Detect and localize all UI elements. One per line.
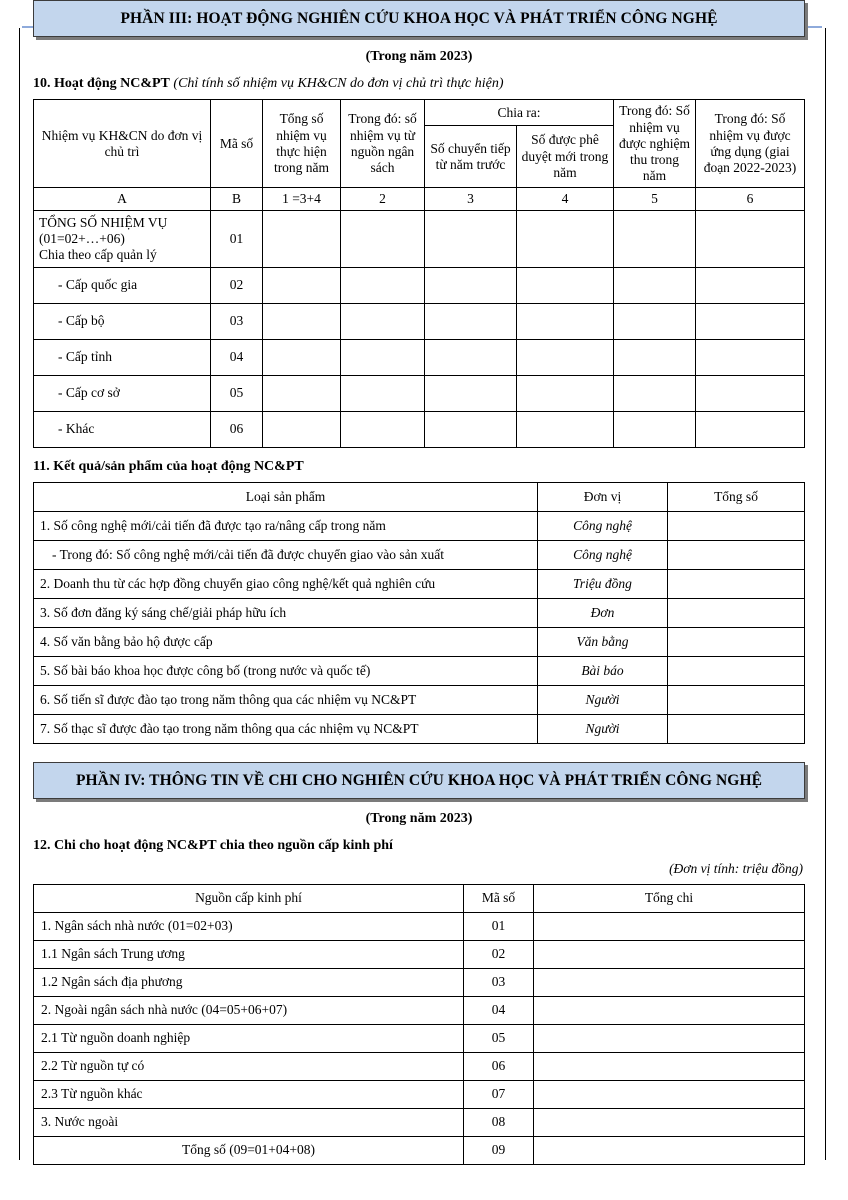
table-12-header-row — [34, 884, 805, 912]
task-value-cell[interactable] — [517, 375, 614, 411]
part4-banner: PHẦN IV: THÔNG TIN VỀ CHI CHO NGHIÊN CỨU KHOA HỌC VÀ PHÁT TRIỂN CÔNG NGHỆ — [33, 762, 805, 799]
th-col-2: Trong đó: số nhiệm vụ từ nguồn ngân sách — [341, 100, 425, 188]
funding-total-cell[interactable] — [534, 1024, 805, 1052]
funding-source-cell: 1.2 Ngân sách địa phương — [34, 968, 464, 996]
table-row — [34, 339, 805, 375]
th-unit: Đơn vị — [538, 483, 668, 512]
product-total-cell[interactable] — [668, 512, 805, 541]
task-value-cell[interactable] — [263, 339, 341, 375]
task-code-cell: 01 — [211, 211, 263, 268]
task-value-cell[interactable] — [425, 375, 517, 411]
th-source: Nguồn cấp kinh phí — [34, 884, 464, 912]
funding-code-cell: 06 — [464, 1052, 534, 1080]
product-unit-cell: Bài báo — [538, 657, 668, 686]
product-total-cell[interactable] — [668, 686, 805, 715]
table-row — [34, 1052, 805, 1080]
table-11-body — [34, 512, 805, 744]
part3-banner: PHẦN III: HOẠT ĐỘNG NGHIÊN CỨU KHOA HỌC VÀ PHÁT TRIỂN CÔNG NGHỆ — [33, 0, 805, 37]
task-value-cell[interactable] — [517, 411, 614, 447]
task-value-cell[interactable] — [517, 211, 614, 268]
product-total-cell[interactable] — [668, 657, 805, 686]
product-unit-cell: Công nghệ — [538, 541, 668, 570]
th-product: Loại sản phẩm — [34, 483, 538, 512]
section-12-heading — [33, 837, 805, 855]
task-value-cell[interactable] — [614, 267, 696, 303]
funding-source-cell: 1. Ngân sách nhà nước (01=02+03) — [34, 912, 464, 940]
task-value-cell[interactable] — [614, 375, 696, 411]
funding-total-cell[interactable] — [534, 912, 805, 940]
table-row — [34, 211, 805, 268]
funding-total-cell[interactable] — [534, 1080, 805, 1108]
th-col-b: Mã số — [211, 100, 263, 188]
funding-total-cell[interactable] — [534, 1108, 805, 1136]
table-row — [34, 657, 805, 686]
idx-b: B — [211, 188, 263, 211]
table-row — [34, 267, 805, 303]
product-unit-cell: Công nghệ — [538, 512, 668, 541]
table-row — [34, 512, 805, 541]
task-value-cell[interactable] — [263, 303, 341, 339]
table-row — [34, 912, 805, 940]
funding-code-cell: 02 — [464, 940, 534, 968]
funding-total-cell[interactable] — [534, 996, 805, 1024]
table-12-body — [34, 912, 805, 1164]
table-10-header-row-1 — [34, 100, 805, 126]
idx-4: 4 — [517, 188, 614, 211]
task-value-cell[interactable] — [341, 267, 425, 303]
task-value-cell[interactable] — [263, 267, 341, 303]
funding-code-cell: 05 — [464, 1024, 534, 1052]
funding-source-cell: Tổng số (09=01+04+08) — [34, 1136, 464, 1164]
idx-5: 5 — [614, 188, 696, 211]
funding-code-cell: 01 — [464, 912, 534, 940]
idx-6: 6 — [696, 188, 805, 211]
document-content — [33, 0, 805, 1165]
th-col-1: Tổng số nhiệm vụ thực hiện trong năm — [263, 100, 341, 188]
table-row — [34, 968, 805, 996]
table-row — [34, 686, 805, 715]
table-row — [34, 1136, 805, 1164]
task-value-cell[interactable] — [425, 339, 517, 375]
table-ncpt-funding — [33, 884, 805, 1165]
part4-subtitle: (Trong năm 2023) — [365, 811, 473, 827]
part3-subtitle: (Trong năm 2023) — [365, 48, 473, 64]
product-total-cell[interactable] — [668, 599, 805, 628]
funding-source-cell: 2. Ngoài ngân sách nhà nước (04=05+06+07) — [34, 996, 464, 1024]
idx-a: A — [34, 188, 211, 211]
idx-1: 1 =3+4 — [263, 188, 341, 211]
task-code-cell: 05 — [211, 375, 263, 411]
product-total-cell[interactable] — [668, 541, 805, 570]
funding-code-cell: 03 — [464, 968, 534, 996]
product-unit-cell: Người — [538, 686, 668, 715]
task-label-cell: TỔNG SỐ NHIỆM VỤ (01=02+…+06) Chia theo cấp quản lý — [34, 211, 211, 268]
section-10-note: (Chỉ tính số nhiệm vụ KH&CN do đơn vị chủ trì thực hiện) — [173, 75, 504, 91]
funding-code-cell: 07 — [464, 1080, 534, 1108]
task-value-cell[interactable] — [341, 375, 425, 411]
funding-total-cell[interactable] — [534, 1052, 805, 1080]
th-col-a: Nhiệm vụ KH&CN do đơn vị chủ trì — [34, 100, 211, 188]
product-unit-cell: Đơn — [538, 599, 668, 628]
task-value-cell[interactable] — [614, 411, 696, 447]
idx-3: 3 — [425, 188, 517, 211]
task-code-cell: 04 — [211, 339, 263, 375]
table-row — [34, 570, 805, 599]
task-code-cell: 02 — [211, 267, 263, 303]
table-11-header-row — [34, 483, 805, 512]
table-row — [34, 1080, 805, 1108]
product-label-cell: 5. Số bài báo khoa học được công bố (trong nước và quốc tế) — [34, 657, 538, 686]
funding-source-cell: 2.1 Từ nguồn doanh nghiệp — [34, 1024, 464, 1052]
part4-banner-wrapper — [33, 762, 805, 799]
funding-source-cell: 3. Nước ngoài — [34, 1108, 464, 1136]
th-total: Tổng chi — [534, 884, 805, 912]
task-value-cell[interactable] — [696, 211, 805, 268]
task-label-cell: - Cấp quốc gia — [34, 267, 211, 303]
th-col-6: Trong đó: Số nhiệm vụ được ứng dụng (giai đoạn 2022-2023) — [696, 100, 805, 188]
task-value-cell[interactable] — [696, 303, 805, 339]
task-value-cell[interactable] — [263, 375, 341, 411]
task-value-cell[interactable] — [614, 211, 696, 268]
product-label-cell: - Trong đó: Số công nghệ mới/cải tiến đã được chuyển giao vào sản xuất — [34, 541, 538, 570]
task-value-cell[interactable] — [425, 411, 517, 447]
table-row — [34, 940, 805, 968]
funding-total-cell[interactable] — [534, 968, 805, 996]
table-ncpt-tasks — [33, 99, 805, 448]
task-label-cell: - Cấp cơ sở — [34, 375, 211, 411]
task-value-cell[interactable] — [341, 411, 425, 447]
task-label-cell: - Cấp bộ — [34, 303, 211, 339]
task-value-cell[interactable] — [696, 375, 805, 411]
task-value-cell[interactable] — [696, 267, 805, 303]
product-total-cell[interactable] — [668, 570, 805, 599]
section-12-title: 12. Chi cho hoạt động NC&PT chia theo nguồn cấp kinh phí — [33, 838, 393, 854]
product-label-cell: 7. Số thạc sĩ được đào tạo trong năm thông qua các nhiệm vụ NC&PT — [34, 715, 538, 744]
funding-source-cell: 2.2 Từ nguồn tự có — [34, 1052, 464, 1080]
product-total-cell[interactable] — [668, 628, 805, 657]
table-row — [34, 375, 805, 411]
product-total-cell[interactable] — [668, 715, 805, 744]
funding-source-cell: 1.1 Ngân sách Trung ương — [34, 940, 464, 968]
section-10-title: 10. Hoạt động NC&PT — [33, 75, 170, 91]
table-row — [34, 628, 805, 657]
task-value-cell[interactable] — [517, 267, 614, 303]
table-row — [34, 1024, 805, 1052]
task-value-cell[interactable] — [425, 267, 517, 303]
table-row — [34, 996, 805, 1024]
task-value-cell[interactable] — [696, 339, 805, 375]
idx-2: 2 — [341, 188, 425, 211]
table-row — [34, 411, 805, 447]
table-row — [34, 1108, 805, 1136]
product-unit-cell: Văn bằng — [538, 628, 668, 657]
task-value-cell[interactable] — [341, 303, 425, 339]
task-value-cell[interactable] — [614, 339, 696, 375]
task-code-cell: 06 — [211, 411, 263, 447]
page-border-left — [19, 28, 20, 1160]
product-label-cell: 2. Doanh thu từ các hợp đồng chuyển giao công nghệ/kết quả nghiên cứu — [34, 570, 538, 599]
task-value-cell[interactable] — [341, 211, 425, 268]
table-row — [34, 303, 805, 339]
section-11-title: 11. Kết quả/sản phẩm của hoạt động NC&PT — [33, 458, 304, 474]
task-value-cell[interactable] — [425, 303, 517, 339]
product-label-cell: 4. Số văn bằng bảo hộ được cấp — [34, 628, 538, 657]
table-row — [34, 541, 805, 570]
section-11-heading — [33, 458, 805, 476]
funding-total-cell[interactable] — [534, 1136, 805, 1164]
task-value-cell[interactable] — [425, 211, 517, 268]
th-total: Tổng số — [668, 483, 805, 512]
th-code: Mã số — [464, 884, 534, 912]
funding-source-cell: 2.3 Từ nguồn khác — [34, 1080, 464, 1108]
th-group-chia-ra: Chia ra: — [425, 100, 614, 126]
section-12-unit-note: (Đơn vị tính: triệu đồng) — [669, 860, 803, 876]
section-10-heading — [33, 75, 805, 93]
table-ncpt-results — [33, 482, 805, 744]
funding-code-cell: 08 — [464, 1108, 534, 1136]
funding-total-cell[interactable] — [534, 940, 805, 968]
page-border-right — [825, 28, 826, 1160]
table-row — [34, 599, 805, 628]
task-value-cell[interactable] — [263, 211, 341, 268]
product-label-cell: 6. Số tiến sĩ được đào tạo trong năm thông qua các nhiệm vụ NC&PT — [34, 686, 538, 715]
product-unit-cell: Người — [538, 715, 668, 744]
task-value-cell[interactable] — [341, 339, 425, 375]
th-col-3: Số chuyển tiếp từ năm trước — [425, 126, 517, 188]
th-col-4: Số được phê duyệt mới trong năm — [517, 126, 614, 188]
task-value-cell[interactable] — [614, 303, 696, 339]
product-unit-cell: Triệu đồng — [538, 570, 668, 599]
funding-code-cell: 04 — [464, 996, 534, 1024]
funding-code-cell: 09 — [464, 1136, 534, 1164]
product-label-cell: 1. Số công nghệ mới/cải tiến đã được tạo ra/nâng cấp trong năm — [34, 512, 538, 541]
th-col-5: Trong đó: Số nhiệm vụ được nghiệm thu trong năm — [614, 100, 696, 188]
table-10-body — [34, 211, 805, 448]
task-label-cell: - Khác — [34, 411, 211, 447]
part3-banner-wrapper — [33, 0, 805, 37]
product-label-cell: 3. Số đơn đăng ký sáng chế/giải pháp hữu ích — [34, 599, 538, 628]
task-value-cell[interactable] — [517, 303, 614, 339]
task-value-cell[interactable] — [517, 339, 614, 375]
task-value-cell[interactable] — [263, 411, 341, 447]
table-10-index-row — [34, 188, 805, 211]
task-label-cell: - Cấp tỉnh — [34, 339, 211, 375]
task-code-cell: 03 — [211, 303, 263, 339]
task-value-cell[interactable] — [696, 411, 805, 447]
table-row — [34, 715, 805, 744]
